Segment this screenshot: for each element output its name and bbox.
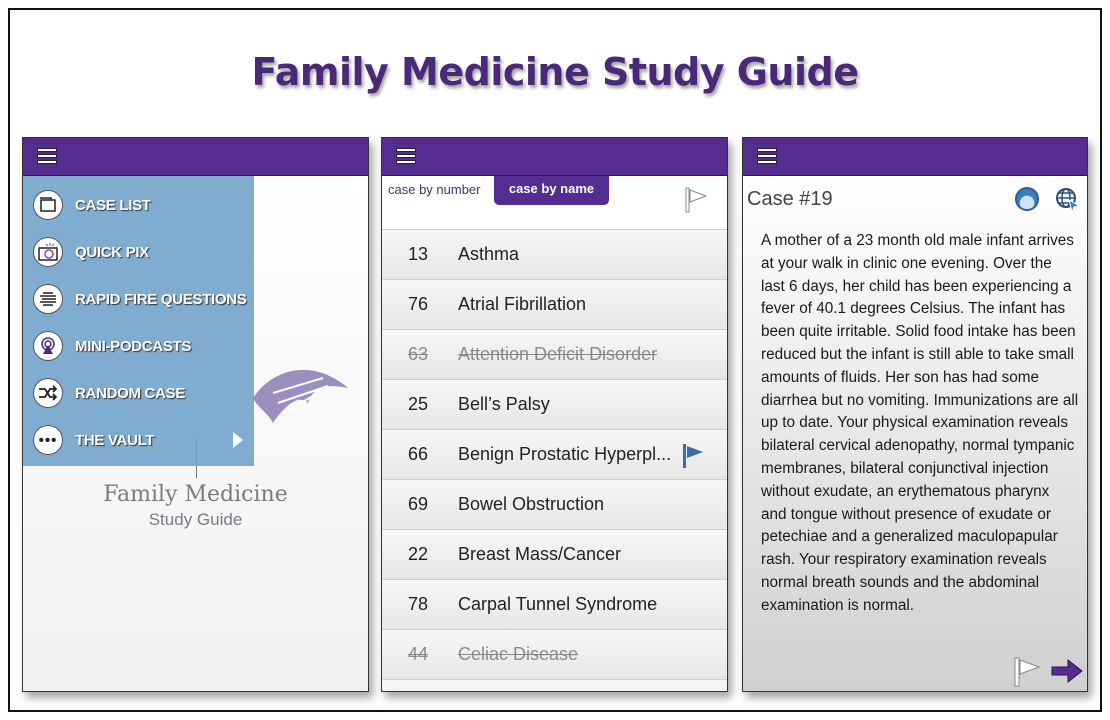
menu-item-rapid-fire-questions[interactable] (33, 282, 253, 316)
case-row-partial (382, 679, 727, 692)
lines-icon (33, 284, 63, 314)
flag-filter-icon[interactable] (684, 186, 710, 214)
case-number: 69 (408, 494, 429, 514)
case-number: 76 (408, 294, 429, 314)
case-number: 22 (408, 544, 429, 564)
camera-icon (33, 237, 63, 267)
hamburger-icon[interactable] (396, 148, 416, 166)
logo-subtitle: Study Guide (148, 510, 243, 529)
top-app-bar (382, 138, 727, 176)
case-row[interactable] (382, 479, 727, 529)
menu-item-mini-podcasts[interactable] (33, 329, 253, 363)
case-name: Atrial Fibrillation (458, 294, 587, 314)
tab-case-by-name[interactable]: case by name (494, 176, 609, 205)
hamburger-icon[interactable] (37, 148, 57, 166)
case-number: 13 (408, 244, 429, 264)
case-list (382, 229, 727, 692)
next-case-arrow-icon[interactable] (1051, 659, 1083, 683)
case-name: Bell’s Palsy (458, 394, 550, 414)
page-title: Family Medicine Study Guide (251, 50, 859, 94)
case-number: 78 (408, 594, 429, 614)
case-number: 25 (408, 394, 429, 414)
case-name: Bowel Obstruction (458, 494, 605, 514)
case-number: 63 (408, 344, 429, 364)
shuffle-icon (33, 378, 63, 408)
case-row[interactable] (382, 379, 727, 429)
chevron-right-icon (233, 432, 243, 448)
case-name: Breast Mass/Cancer (458, 544, 622, 564)
case-row[interactable] (382, 279, 727, 329)
progress-circle-icon[interactable] (1015, 187, 1039, 211)
menu-label: MINI-PODCASTS (75, 337, 192, 355)
case-row-flagged[interactable] (382, 429, 727, 479)
nav-drawer (23, 176, 254, 466)
caduceus-wing-logo (253, 358, 353, 428)
web-link-globe-icon[interactable] (1055, 187, 1081, 213)
screen-case-list (381, 137, 728, 692)
case-number: 44 (408, 644, 429, 664)
flag-case-icon[interactable] (1013, 656, 1043, 688)
folders-icon (33, 190, 63, 220)
top-app-bar (23, 138, 368, 176)
menu-item-case-list[interactable] (33, 188, 253, 222)
case-name: Asthma (458, 244, 520, 264)
case-row[interactable] (382, 529, 727, 579)
menu-label: CASE LIST (75, 196, 151, 214)
screen-menu (22, 137, 369, 692)
more-dots-icon: ••• (33, 425, 63, 455)
case-sort-tabs (382, 176, 727, 228)
case-name: Celiac Disease (458, 644, 579, 664)
case-description: A mother of a 23 month old male infant arrives at your walk in clinic one evening. Over the last 6 days, her child has been experiencing a fever of 40.1 degrees Celsius. The infant has been quite irritable. Solid food intake has been reduced but the infant is still able to take small amounts of fluids. Her son has had some diarrhea but no vomiting. Immunizations are all up to date. Your physical examination reveals bilateral cervical adenopathy, normal tympanic membranes, bilateral conjunctival injection without exudate, an erythematous pharynx and tongue without presence of exudate or petechiae and a generalized maculopapular rash. Your respiratory examination reveals normal breath sounds and the abdominal examination is normal. (761, 232, 1079, 614)
case-title: Case #19 (747, 188, 833, 210)
logo-title: Family Medicine (103, 482, 288, 507)
menu-item-random-case[interactable] (33, 376, 253, 410)
case-name: Carpal Tunnel Syndrome (458, 594, 658, 614)
top-app-bar (743, 138, 1087, 176)
case-row[interactable] (382, 229, 727, 279)
menu-label: RAPID FIRE QUESTIONS (75, 290, 247, 308)
case-name: Benign Prostatic Hyperpl... (458, 444, 672, 464)
case-row-completed[interactable] (382, 329, 727, 379)
menu-label: RANDOM CASE (75, 384, 186, 402)
case-row-completed[interactable] (382, 629, 727, 679)
screen-case-detail (742, 137, 1088, 692)
podcast-icon (33, 331, 63, 361)
case-row[interactable] (382, 579, 727, 629)
case-number: 66 (408, 444, 429, 464)
menu-item-the-vault[interactable] (33, 423, 253, 457)
menu-item-quick-pix[interactable] (33, 235, 253, 269)
hamburger-icon[interactable] (757, 148, 777, 166)
menu-label: THE VAULT (75, 431, 155, 449)
tab-case-by-number[interactable]: case by number (388, 182, 481, 197)
flag-filled-icon[interactable] (681, 443, 705, 469)
menu-label: QUICK PIX (75, 243, 149, 261)
case-name: Attention Deficit Disorder (458, 344, 658, 364)
